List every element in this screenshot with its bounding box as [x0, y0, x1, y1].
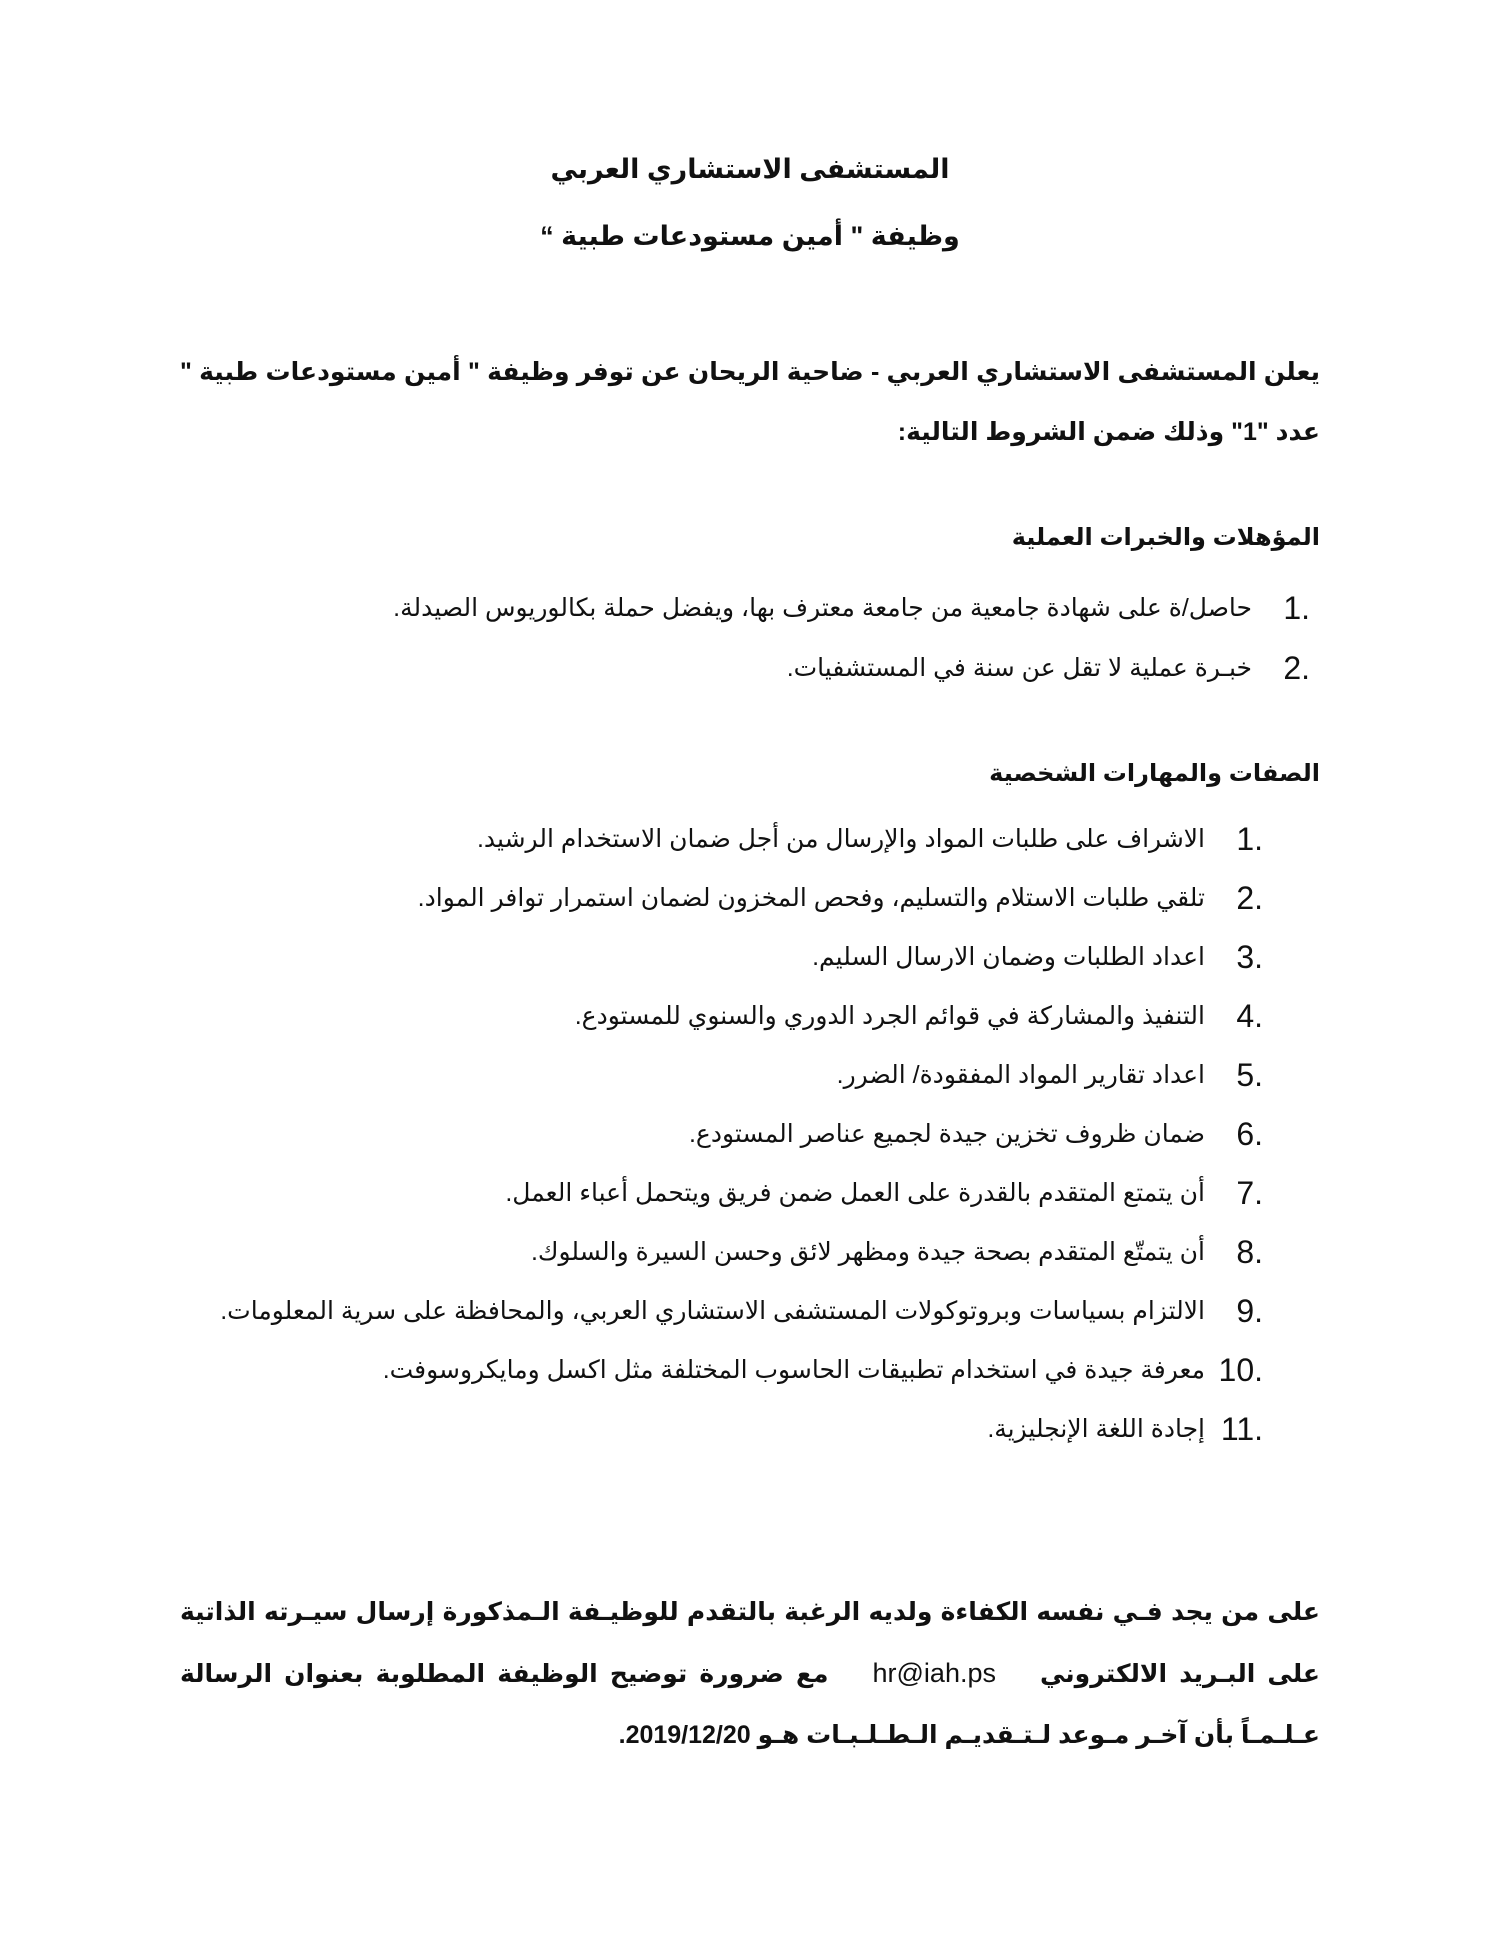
- skills-list: [180, 810, 1263, 1459]
- list-item-text: أن يتمتع المتقدم بالقدرة على العمل ضمن فريق ويتحمل أعباء العمل.: [505, 1179, 1205, 1207]
- list-item: [180, 810, 1263, 869]
- list-item: [180, 987, 1263, 1046]
- list-item-number: 6.: [1236, 1116, 1263, 1152]
- list-item: [180, 1400, 1263, 1459]
- page-title: المستشفى الاستشاري العربي: [550, 154, 950, 184]
- list-item-number: 8.: [1236, 1234, 1263, 1270]
- list-item-text: معرفة جيدة في استخدام تطبيقات الحاسوب المختلفة مثل اكسل ومايكروسوفت.: [382, 1356, 1205, 1384]
- list-item-number: 3.: [1236, 939, 1263, 975]
- closing-text-start: على من يجد فـي نفسه الكفاءة ولديه الرغبة بالتقدم للوظيـفة الـمذكورة إرسال سيـرته الذاتية على البـريد الالكتروني: [180, 1598, 1320, 1688]
- list-item-text: اعداد الطلبات وضمان الارسال السليم.: [812, 943, 1205, 971]
- list-item-number: 9.: [1236, 1293, 1263, 1329]
- list-item-number: 10.: [1218, 1352, 1263, 1388]
- list-item-number: 1.: [1236, 821, 1263, 857]
- list-item: [180, 1105, 1263, 1164]
- list-item-text: الاشراف على طلبات المواد والإرسال من أجل ضمان الاستخدام الرشيد.: [476, 825, 1205, 853]
- list-item: [180, 869, 1263, 928]
- list-item: [180, 1223, 1263, 1282]
- list-item-number: 2.: [1283, 650, 1310, 686]
- list-item-number: 5.: [1236, 1057, 1263, 1093]
- list-item: [180, 1046, 1263, 1105]
- list-item-text: حاصل/ة على شهادة جامعية من جامعة معترف بها، ويفضل حملة بكالوريوس الصيدلة.: [393, 594, 1252, 622]
- list-item-text: الالتزام بسياسات وبروتوكولات المستشفى الاستشاري العربي، والمحافظة على سرية المعلومات.: [220, 1297, 1205, 1325]
- list-item-text: خبـرة عملية لا تقل عن سنة في المستشفيات.: [786, 654, 1252, 682]
- list-item: [180, 1282, 1263, 1341]
- closing-paragraph: [180, 1582, 1320, 1766]
- list-item: [180, 1341, 1263, 1400]
- list-item-number: 11.: [1220, 1411, 1263, 1447]
- list-item-number: 2.: [1236, 880, 1263, 916]
- list-item-number: 7.: [1236, 1175, 1263, 1211]
- qualifications-heading: المؤهلات والخبرات العملية: [1011, 524, 1320, 551]
- list-item-text: التنفيذ والمشاركة في قوائم الجرد الدوري والسنوي للمستودع.: [574, 1002, 1205, 1030]
- list-item-text: تلقي طلبات الاستلام والتسليم، وفحص المخزون لضمان استمرار توافر المواد.: [417, 884, 1205, 912]
- list-item-text: ضمان ظروف تخزين جيدة لجميع عناصر المستودع.: [688, 1120, 1205, 1148]
- closing-text-end: مع ضرورة توضيح الوظيفة المطلوبة بعنوان الرسالة عـلـمـاً بأن آخـر مـوعد لـتـقديـم الـطـلـبـات هـو 2019/12/20.: [180, 1660, 1320, 1749]
- list-item-text: إجادة اللغة الإنجليزية.: [987, 1415, 1205, 1443]
- list-item: [232, 638, 1310, 698]
- list-item: [232, 578, 1310, 638]
- job-title: وظيفة " أمين مستودعات طبية “: [540, 221, 960, 251]
- intro-paragraph: يعلن المستشفى الاستشاري العربي - ضاحية الريحان عن توفر وظيفة " أمين مستودعات طبية " عدد "1" وذلك ضمن الشروط التالية:: [180, 358, 1320, 446]
- skills-heading: الصفات والمهارات الشخصية: [989, 760, 1320, 787]
- list-item: [180, 928, 1263, 987]
- list-item-text: اعداد تقارير المواد المفقودة/ الضرر.: [836, 1061, 1205, 1089]
- list-item-number: 4.: [1236, 998, 1263, 1034]
- list-item-number: 1.: [1283, 590, 1310, 626]
- list-item-text: أن يتمتّع المتقدم بصحة جيدة ومظهر لائق وحسن السيرة والسلوك.: [530, 1238, 1205, 1266]
- list-item: [180, 1164, 1263, 1223]
- qualifications-list: [232, 578, 1310, 698]
- email-address: hr@iah.ps: [872, 1658, 996, 1688]
